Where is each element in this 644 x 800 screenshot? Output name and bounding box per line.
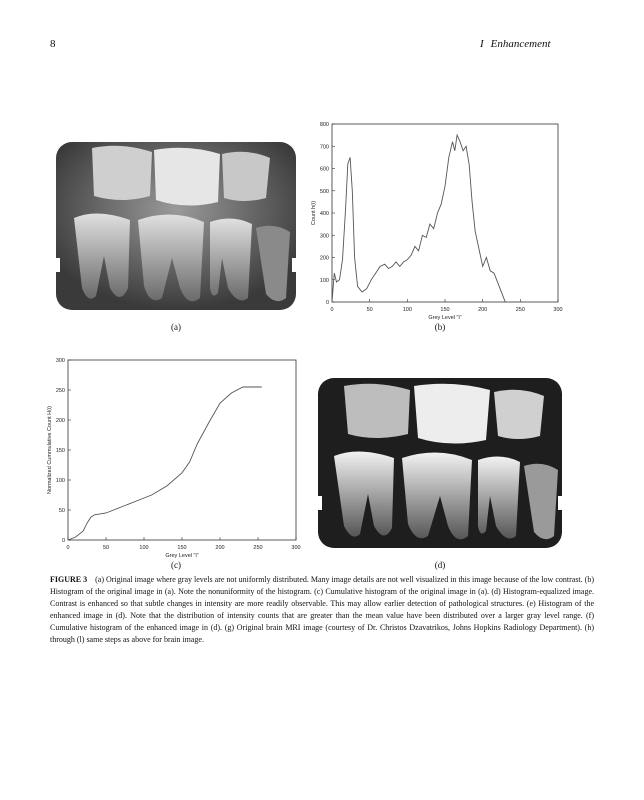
y-tick-label: 200 xyxy=(319,255,329,262)
y-axis-label: Normalized Cummulative Count H(i) xyxy=(47,405,53,495)
x-tick-label: 150 xyxy=(177,545,187,551)
panel-b-label: (b) xyxy=(434,322,446,332)
y-tick-label: 300 xyxy=(55,358,65,364)
y-tick-label: 0 xyxy=(61,538,65,544)
panel-c-label: (c) xyxy=(171,560,181,570)
panel-d-label: (d) xyxy=(434,560,446,570)
x-tick-label: 200 xyxy=(478,307,488,313)
x-tick-label: 200 xyxy=(215,545,225,551)
x-tick-label: 300 xyxy=(291,545,301,551)
y-tick-label: 400 xyxy=(319,211,329,217)
x-tick-label: 100 xyxy=(139,545,149,551)
y-tick-label: 200 xyxy=(55,418,65,424)
y-tick-label: 250 xyxy=(55,388,65,394)
dental-xray-equalized xyxy=(314,374,566,552)
y-tick-label: 100 xyxy=(319,277,329,284)
histogram-chart xyxy=(306,116,566,326)
figure-label: FIGURE 3 xyxy=(50,575,88,584)
x-tick-label: 250 xyxy=(253,545,263,551)
x-tick-label: 100 xyxy=(402,307,412,313)
caption-text: (a) Original image where gray levels are not uniformly distributed. Many image details are not well visualized in this image because of the low contrast. (b) Histogram of the original image in (a). Note the nonuniformity of the histogram. (c) Cumulative histogram of the original image in (a). (d) Histogram-equalized image. Contrast is enhanced so that subtle changes in intensity are more readily observable. This may allow earlier detection of pathological structures. (e) Histogram of the enhanced image in (d). Note that the distribution of intensity counts that are greater than the mean value have been distributed over a larger gray level range. (f) Cumulative histogram of the enhanced image in (d). (g) Original brain MRI image (courtesy of Dr. Christos Dzavatrikos, Johns Hopkins Radiology Department). (h) through (l) same steps as above for brain image. xyxy=(50,575,594,644)
y-tick-label: 700 xyxy=(319,144,329,151)
y-tick-label: 300 xyxy=(319,233,329,240)
x-tick-label: 50 xyxy=(102,545,110,551)
x-axis-label: Grey Level "i" xyxy=(428,315,462,321)
chapter-number: I xyxy=(480,38,484,50)
y-tick-label: 100 xyxy=(55,478,65,484)
x-tick-label: 0 xyxy=(330,307,334,313)
chapter-title: Enhancement xyxy=(490,38,551,50)
running-head xyxy=(480,38,551,50)
x-axis-label: Grey Level "i" xyxy=(165,553,199,559)
y-tick-label: 0 xyxy=(325,300,329,306)
y-tick-label: 800 xyxy=(319,122,329,128)
figure-caption xyxy=(50,574,594,646)
y-tick-label: 500 xyxy=(319,188,329,195)
dental-xray-original xyxy=(52,138,300,314)
x-tick-label: 250 xyxy=(515,307,525,313)
x-tick-label: 0 xyxy=(66,545,70,551)
plot-frame xyxy=(332,124,558,302)
y-tick-label: 600 xyxy=(319,166,329,173)
panel-a-label: (a) xyxy=(171,322,181,332)
y-axis-label: Count h(i) xyxy=(311,200,317,226)
page-number: 8 xyxy=(50,38,56,50)
x-tick-label: 150 xyxy=(440,307,450,313)
cumulative-histogram-chart xyxy=(44,352,306,562)
y-tick-label: 150 xyxy=(55,448,65,454)
y-tick-label: 50 xyxy=(58,508,65,514)
x-tick-label: 50 xyxy=(366,307,373,313)
x-tick-label: 300 xyxy=(553,307,563,313)
